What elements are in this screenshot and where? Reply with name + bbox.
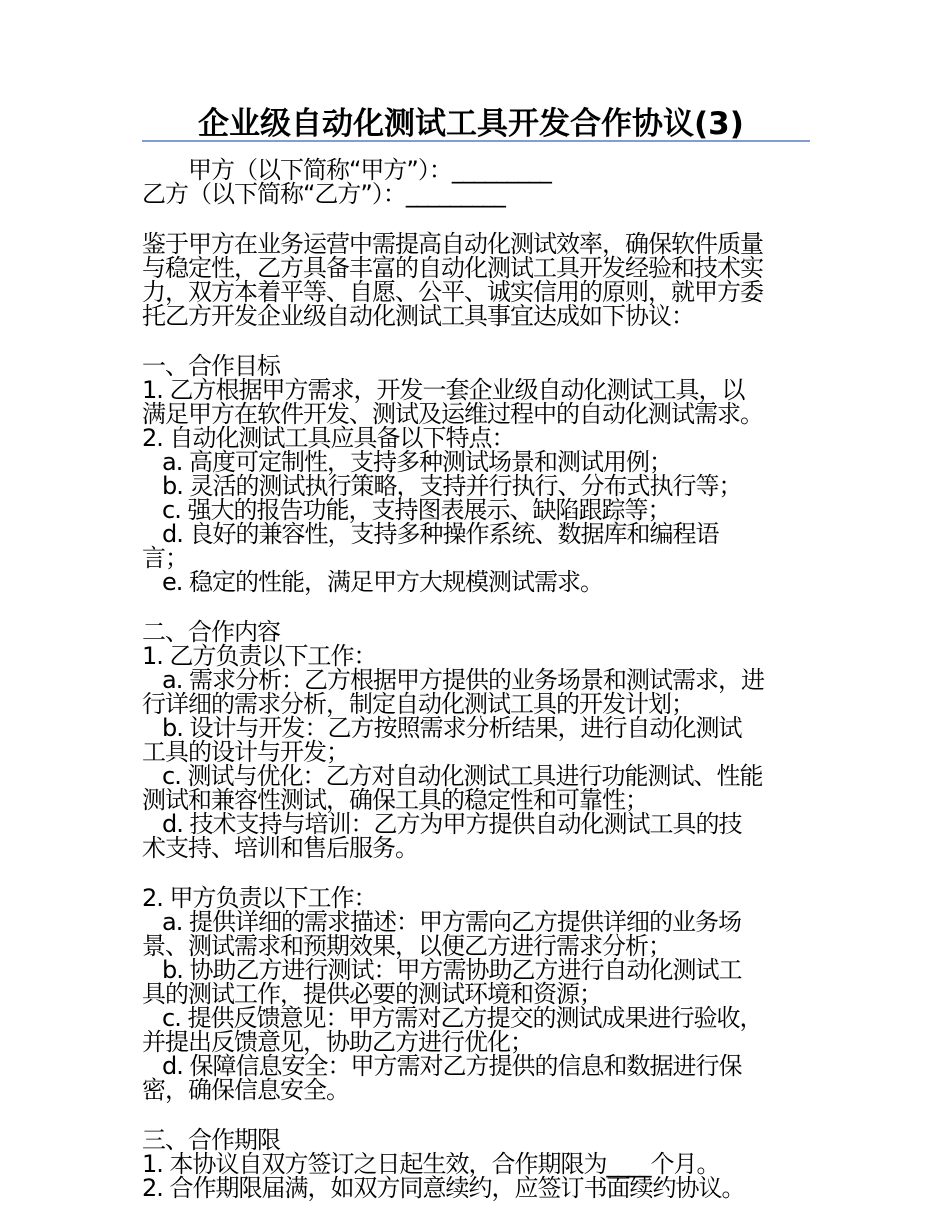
title-underline <box>142 140 810 142</box>
preamble-line: 鉴于甲方在业务运营中需提高自动化测试效率，确保软件质量 <box>142 230 763 258</box>
duty-item-continuation: 并提出反馈意见，协助乙方进行优化； <box>142 1028 533 1056</box>
duty-item: b. 设计与开发：乙方按照需求分析结果，进行自动化测试 <box>162 714 742 742</box>
feature-item: c. 强大的报告功能，支持图表展示、缺陷跟踪等； <box>162 496 671 524</box>
duty-item: b. 协助乙方进行测试：甲方需协助乙方进行自动化测试工 <box>162 956 742 984</box>
feature-item: e. 稳定的性能，满足甲方大规模测试需求。 <box>162 568 604 596</box>
duty-item: a. 提供详细的需求描述：甲方需向乙方提供详细的业务场 <box>162 908 741 936</box>
section-line: 满足甲方在软件开发、测试及运维过程中的自动化测试需求。 <box>142 400 763 428</box>
duty-item-continuation: 密，确保信息安全。 <box>142 1076 349 1104</box>
paragraph-gap <box>142 594 814 620</box>
duty-item: c. 测试与优化：乙方对自动化测试工具进行功能测试、性能 <box>162 762 763 790</box>
duty-item: a. 需求分析：乙方根据甲方提供的业务场景和测试需求，进 <box>162 666 764 694</box>
section-heading: 二、合作内容 <box>142 618 280 646</box>
party-b-duties-intro: 1. 乙方负责以下工作： <box>142 642 377 670</box>
document-title: 企业级自动化测试工具开发合作协议(3) <box>198 106 744 142</box>
feature-item: a. 高度可定制性，支持多种测试场景和测试用例； <box>162 448 672 476</box>
duty-item-continuation: 工具的设计与开发； <box>142 738 349 766</box>
paragraph-gap <box>142 860 814 886</box>
document-body <box>142 158 814 1200</box>
paragraph-gap <box>142 206 814 232</box>
feature-item: d. 良好的兼容性，支持多种操作系统、数据库和编程语 <box>162 520 719 548</box>
party-a-line: 甲方（以下简称“甲方”）：_________ <box>188 156 551 184</box>
duty-item-continuation: 具的测试工作，提供必要的测试环境和资源； <box>142 980 602 1008</box>
duty-item-continuation: 测试和兼容性测试，确保工具的稳定性和可靠性； <box>142 786 648 814</box>
preamble-line: 托乙方开发企业级自动化测试工具事宜达成如下协议： <box>142 302 694 330</box>
feature-item: b. 灵活的测试执行策略，支持并行执行、分布式执行等； <box>162 472 742 500</box>
paragraph-gap <box>142 1102 814 1128</box>
party-b-line: 乙方（以下简称“乙方”）：_________ <box>142 180 505 208</box>
section-line: 1. 乙方根据甲方需求，开发一套企业级自动化测试工具，以 <box>142 376 745 404</box>
section-heading: 三、合作期限 <box>142 1126 280 1154</box>
preamble-line: 力，双方本着平等、自愿、公平、诚实信用的原则，就甲方委 <box>142 278 763 306</box>
feature-item-continuation: 言； <box>142 544 188 572</box>
preamble-line: 与稳定性，乙方具备丰富的自动化测试工具开发经验和技术实 <box>142 254 763 282</box>
duty-item-continuation: 景、测试需求和预期效果，以便乙方进行需求分析； <box>142 932 671 960</box>
duty-item: c. 提供反馈意见：甲方需对乙方提交的测试成果进行验收， <box>162 1004 763 1032</box>
section-line: 2. 自动化测试工具应具备以下特点： <box>142 424 515 452</box>
duty-item-continuation: 行详细的需求分析，制定自动化测试工具的开发计划； <box>142 690 694 718</box>
section-heading: 一、合作目标 <box>142 352 280 380</box>
paragraph-gap <box>142 328 814 354</box>
party-a-duties-intro: 2. 甲方负责以下工作： <box>142 884 377 912</box>
duty-item: d. 技术支持与培训：乙方为甲方提供自动化测试工具的技 <box>162 810 742 838</box>
section-line: 1. 本协议自双方签订之日起生效，合作期限为____个月。 <box>142 1150 720 1178</box>
duty-item: d. 保障信息安全：甲方需对乙方提供的信息和数据进行保 <box>162 1052 742 1080</box>
duty-item-continuation: 术支持、培训和售后服务。 <box>142 834 418 862</box>
section-line: 2. 合作期限届满，如双方同意续约，应签订书面续约协议。 <box>142 1174 745 1202</box>
